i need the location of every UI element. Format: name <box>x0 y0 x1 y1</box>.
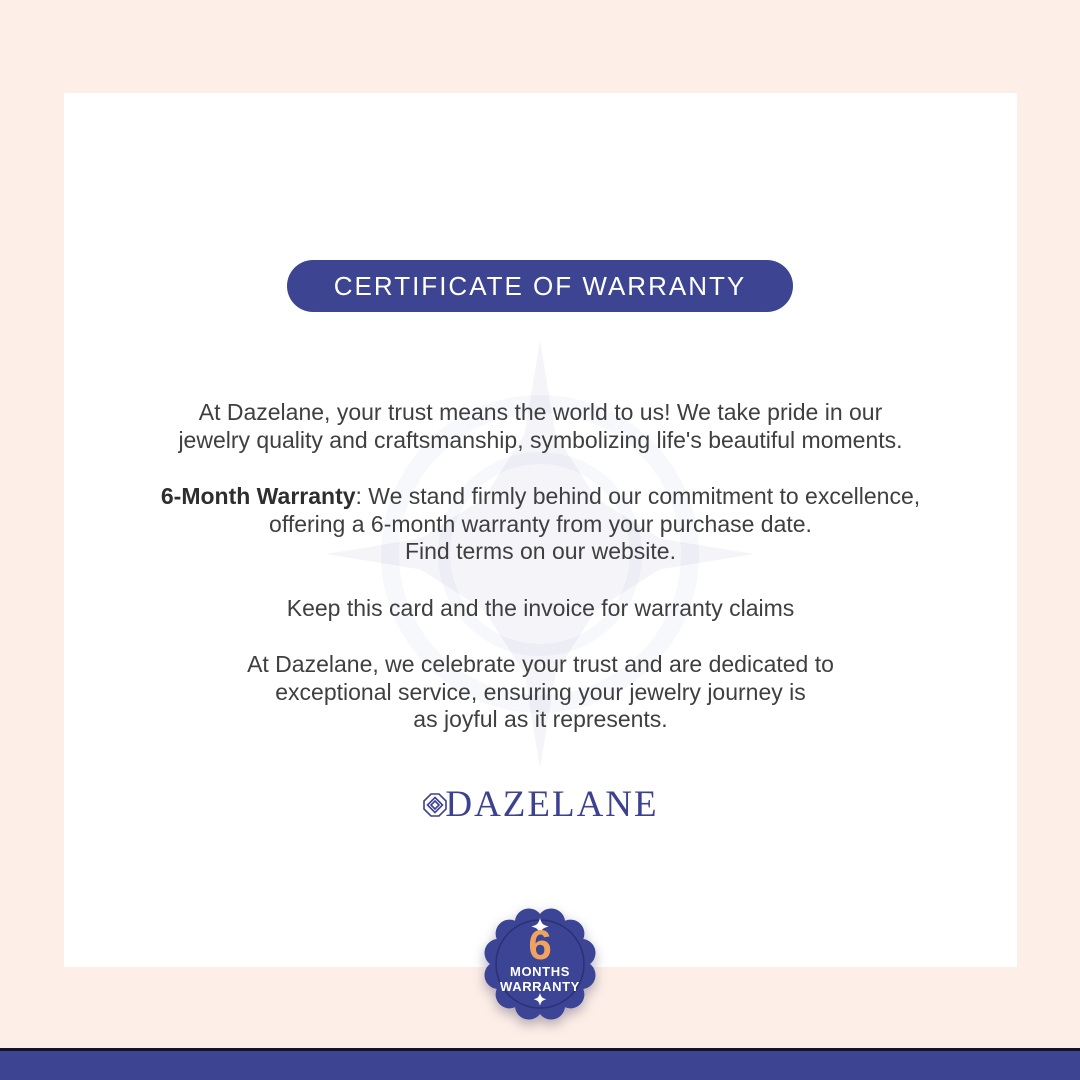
certificate-body <box>64 399 1017 763</box>
warranty-rest-text: : We stand firmly behind our commitment to excellence, <box>355 483 921 509</box>
text-line: exceptional service, ensuring your jewelry journey is <box>275 678 806 705</box>
paragraph-intro <box>64 399 1017 454</box>
paragraph-keep-card <box>64 595 1017 623</box>
brand-logo-text: DAZELANE <box>445 784 659 825</box>
brand-logo <box>64 783 1017 826</box>
text-line <box>64 483 1017 511</box>
text-line: as joyful as it represents. <box>413 706 668 732</box>
text-line: At Dazelane, we celebrate your trust and are dedicated to <box>247 651 834 677</box>
warranty-bold-label: 6-Month Warranty <box>160 483 356 509</box>
text-line: jewelry quality and craftsmanship, symbolizing life's beautiful moments. <box>178 426 903 453</box>
warranty-card <box>64 93 1017 967</box>
text-line: At Dazelane, your trust means the world to us! We take pride in our <box>198 399 883 425</box>
paragraph-closing <box>64 651 1017 734</box>
text-line: Find terms on our website. <box>404 538 676 564</box>
text-line: Keep this card and the invoice for warranty claims <box>286 594 795 621</box>
badge-months-label: MONTHS <box>510 964 570 979</box>
text-line: offering a 6-month warranty from your purchase date. <box>269 510 812 537</box>
badge-warranty-label: WARRANTY <box>500 979 580 994</box>
paragraph-warranty-terms <box>64 483 1017 566</box>
certificate-title-banner <box>287 260 793 312</box>
badge-number: 6 <box>528 921 552 968</box>
bottom-accent-bar <box>0 1051 1080 1080</box>
warranty-seal-badge <box>480 904 600 1024</box>
certificate-title: CERTIFICATE OF WARRANTY <box>333 270 747 301</box>
